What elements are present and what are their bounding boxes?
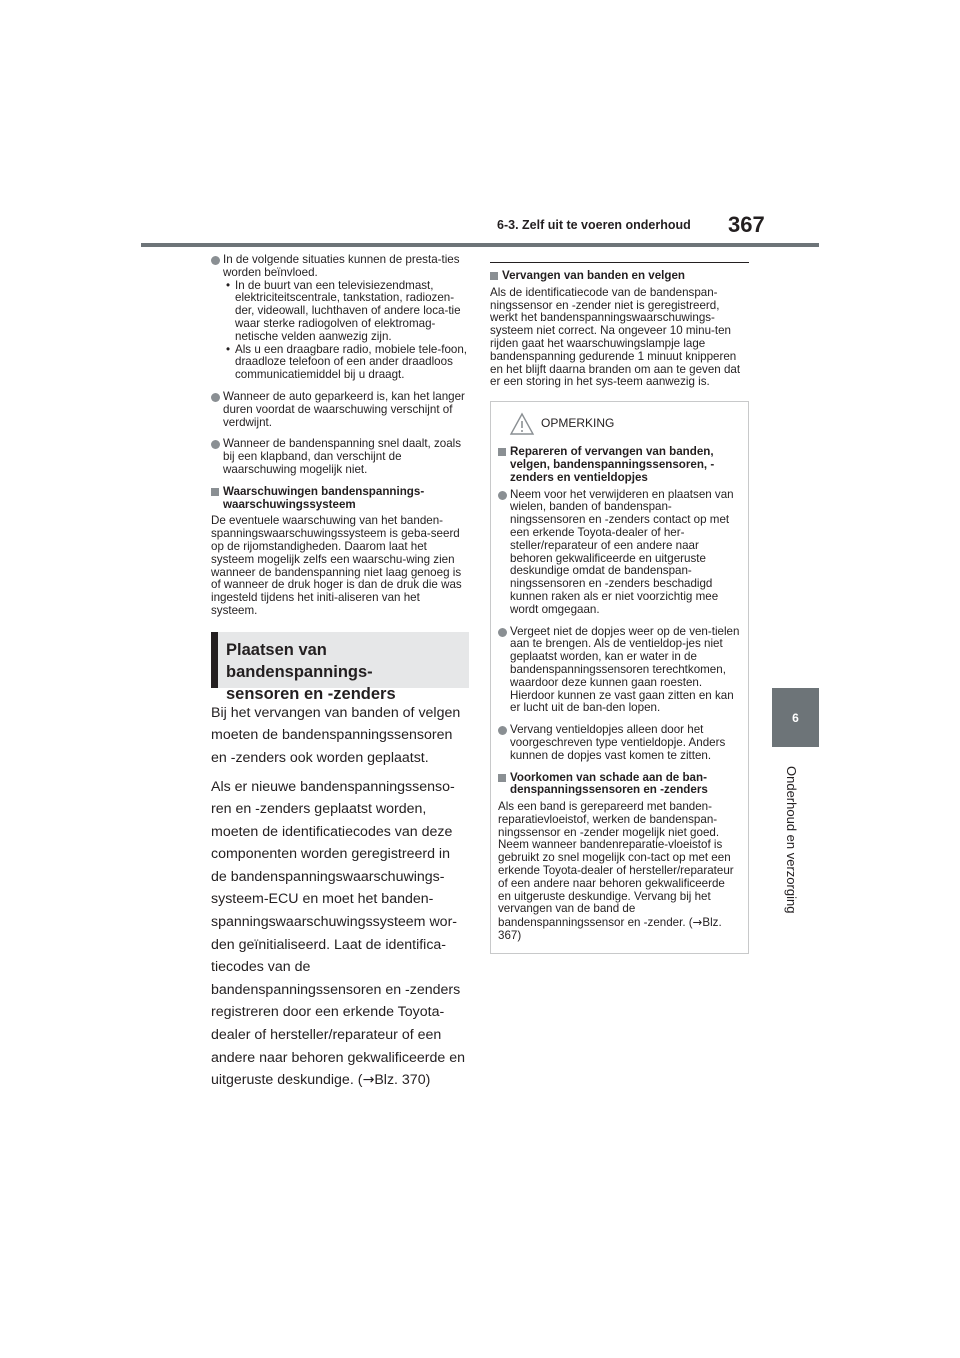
section-title-line: Plaatsen van bandenspannings- xyxy=(226,640,373,681)
right-column xyxy=(490,262,749,954)
bullet-dot-icon xyxy=(498,491,507,500)
notice-bullet xyxy=(498,626,740,716)
sub-item-text: Als u een draagbare radio, mobiele tele-foon, draadloze telefoon of een ander draadloos communicatiemiddel bij u draagt. xyxy=(235,342,468,382)
square-bullet-icon xyxy=(498,774,506,782)
chapter-tab: 6 xyxy=(772,688,819,747)
notice-bullet xyxy=(498,489,740,617)
notice-subheading xyxy=(498,446,740,484)
bullet-dot-icon xyxy=(211,393,220,402)
warning-triangle-icon xyxy=(509,412,535,436)
square-bullet-icon xyxy=(211,488,219,496)
arrow-right-icon: → xyxy=(362,1072,375,1089)
sub-item xyxy=(223,344,469,382)
subheading-text: Repareren of vervangen van banden, velgen, bandenspanningssensoren, -zenders en ventieldopjes xyxy=(510,445,715,484)
section-header: 6-3. Zelf uit te voeren onderhoud xyxy=(497,218,691,232)
body-paragraph xyxy=(211,776,469,1092)
bullet-text: Vergeet niet de dopjes weer op de ven-tielen aan te brengen. Als de ventieldop-jes niet geplaatst worden, kan er water in de bandenspanningssensoren terechtkomen, waardoor deze kunnen gaan roesten. Hierdoor kunnen ze vast gaan zitten en kan er lucht uit de ban-den lopen. xyxy=(510,624,740,715)
chapter-label xyxy=(784,766,806,916)
bullet-item xyxy=(211,438,469,476)
bullet-text: Vervang ventieldopjes alleen door het voorgeschreven type ventieldopje. Anders kunnen de dopjes vast komen te zitten. xyxy=(510,723,726,762)
notice-paragraph xyxy=(498,801,740,943)
sub-bullet-icon: • xyxy=(226,278,231,292)
sub-bullet-icon: • xyxy=(226,342,231,356)
bullet-item xyxy=(211,254,469,382)
paragraph: Als de identificatiecode van de bandenspan-ningssensor en -zender niet is geregistreerd, werkt het bandenspanningswaarschuwings-systeem niet correct. Na ongeveer 10 minu-ten rijden gaat het waarschuwingslampje lage bandenspanning gedurende 1 minuut knipperen en het blijft daarna branden om aan te geven dat er een storing in het sys-teem aanwezig is. xyxy=(490,285,741,389)
sub-item-text: In de buurt van een televisiezendmast, elektriciteitscentrale, tankstation, radiozen-der, videowall, luchthaven of andere loca-tie waar sterke radiogolven of elektromag-netische velden aanwezig zijn. xyxy=(235,278,461,343)
arrow-right-icon: → xyxy=(692,915,703,930)
notice-paragraph-text: Als een band is gerepareerd met banden-reparatievloeistof, werken de bandenspan-ningssensor en -zender mogelijk niet goed. Neem wanneer bandenreparatie-vloeistof is gebruikt zo snel mogelijk con-tact op met een erkende Toyota-dealer of hersteller/reparateur of een andere naar behoren gekwalificeerde en uitgeruste deskundige. Vervang bij het vervangen van de band de bandenspanningssensor en -zender. ( xyxy=(498,800,734,930)
subheading xyxy=(490,270,749,283)
notice-subheading xyxy=(498,772,740,798)
sub-item xyxy=(223,280,469,344)
bullet-text: In de volgende situaties kunnen de presta-ties worden beïnvloed. xyxy=(223,253,460,279)
divider xyxy=(490,262,749,263)
square-bullet-icon xyxy=(490,272,498,280)
square-bullet-icon xyxy=(498,448,506,456)
bullet-dot-icon xyxy=(498,726,507,735)
body-paragraph: Bij het vervangen van banden of velgen moeten de bandenspanningssensoren en -zenders ook worden geplaatst. xyxy=(211,704,461,766)
subheading-text: Waarschuwingen bandenspannings-waarschuwingssysteem xyxy=(223,484,425,511)
bullet-text: Wanneer de bandenspanning snel daalt, zoals bij een klapband, dan verschijnt de waarschuwing mogelijk niet. xyxy=(223,437,462,476)
body-text xyxy=(211,702,469,1092)
subheading-text: Voorkomen van schade aan de ban-denspanningssensoren en -zenders xyxy=(510,770,708,797)
notice-label: OPMERKING xyxy=(541,416,615,431)
bullet-dot-icon xyxy=(211,440,220,449)
page-reference-link[interactable]: Blz. 370) xyxy=(374,1072,431,1089)
chapter-label-text: Onderhoud en verzorging xyxy=(784,766,799,914)
body-paragraph-text: Als er nieuwe bandenspanningssenso-ren en -zenders geplaatst worden, moeten de identificatiecodes van deze componenten worden geregistreerd in de bandenspanningswaarschuwings-systeem-ECU en moet het banden-spanningswaarschuwingssysteem wor-den geïnitialiseerd. Laat de identifica-tiecodes van de bandenspanningssensoren en -zenders registreren door een erkende Toyota-dealer of hersteller/reparateur of een andere naar behoren gekwalificeerde en uitgeruste deskundige. ( xyxy=(211,778,465,1089)
subheading xyxy=(211,486,469,512)
header-rule xyxy=(141,243,819,247)
subheading-text: Vervangen van banden en velgen xyxy=(502,269,685,282)
notice-box xyxy=(490,401,749,954)
page-number: 367 xyxy=(728,212,765,237)
section-title-box xyxy=(211,632,469,703)
notice-bullet xyxy=(498,724,740,762)
notice-header xyxy=(498,412,740,440)
left-column xyxy=(211,254,469,1098)
bullet-dot-icon xyxy=(498,628,507,637)
bullet-text: Neem voor het verwijderen en plaatsen van wielen, banden of bandenspan-ningssensoren en -zenders contact op met een erkende Toyota-dealer of her-steller/reparateur of een andere naar behoren gekwalificeerde en uitgeruste deskundige omdat de bandenspan-ningssensoren en -zenders beschadigd kunnen raken als er niet voorzichtig mee wordt omgegaan. xyxy=(510,487,734,616)
paragraph: De eventuele waarschuwing van het banden-spanningswaarschuwingssysteem is geba-seerd op de rijomstandigheden. Daarom laat het systeem mogelijk zelfs een waarschu-wing zien wanneer de bandenspanning niet laag genoeg is of wanneer de druk hoger is dan de druk die was ingesteld tijdens het initi-aliseren van het systeem. xyxy=(211,514,462,617)
page-reference-link[interactable]: Blz. 367) xyxy=(498,916,722,943)
section-title-line: sensoren en -zenders xyxy=(226,684,396,703)
bullet-dot-icon xyxy=(211,256,220,265)
bullet-item xyxy=(211,391,469,429)
bullet-text: Wanneer de auto geparkeerd is, kan het langer duren voordat de waarschuwing verschijnt of verdwijnt. xyxy=(223,389,465,429)
